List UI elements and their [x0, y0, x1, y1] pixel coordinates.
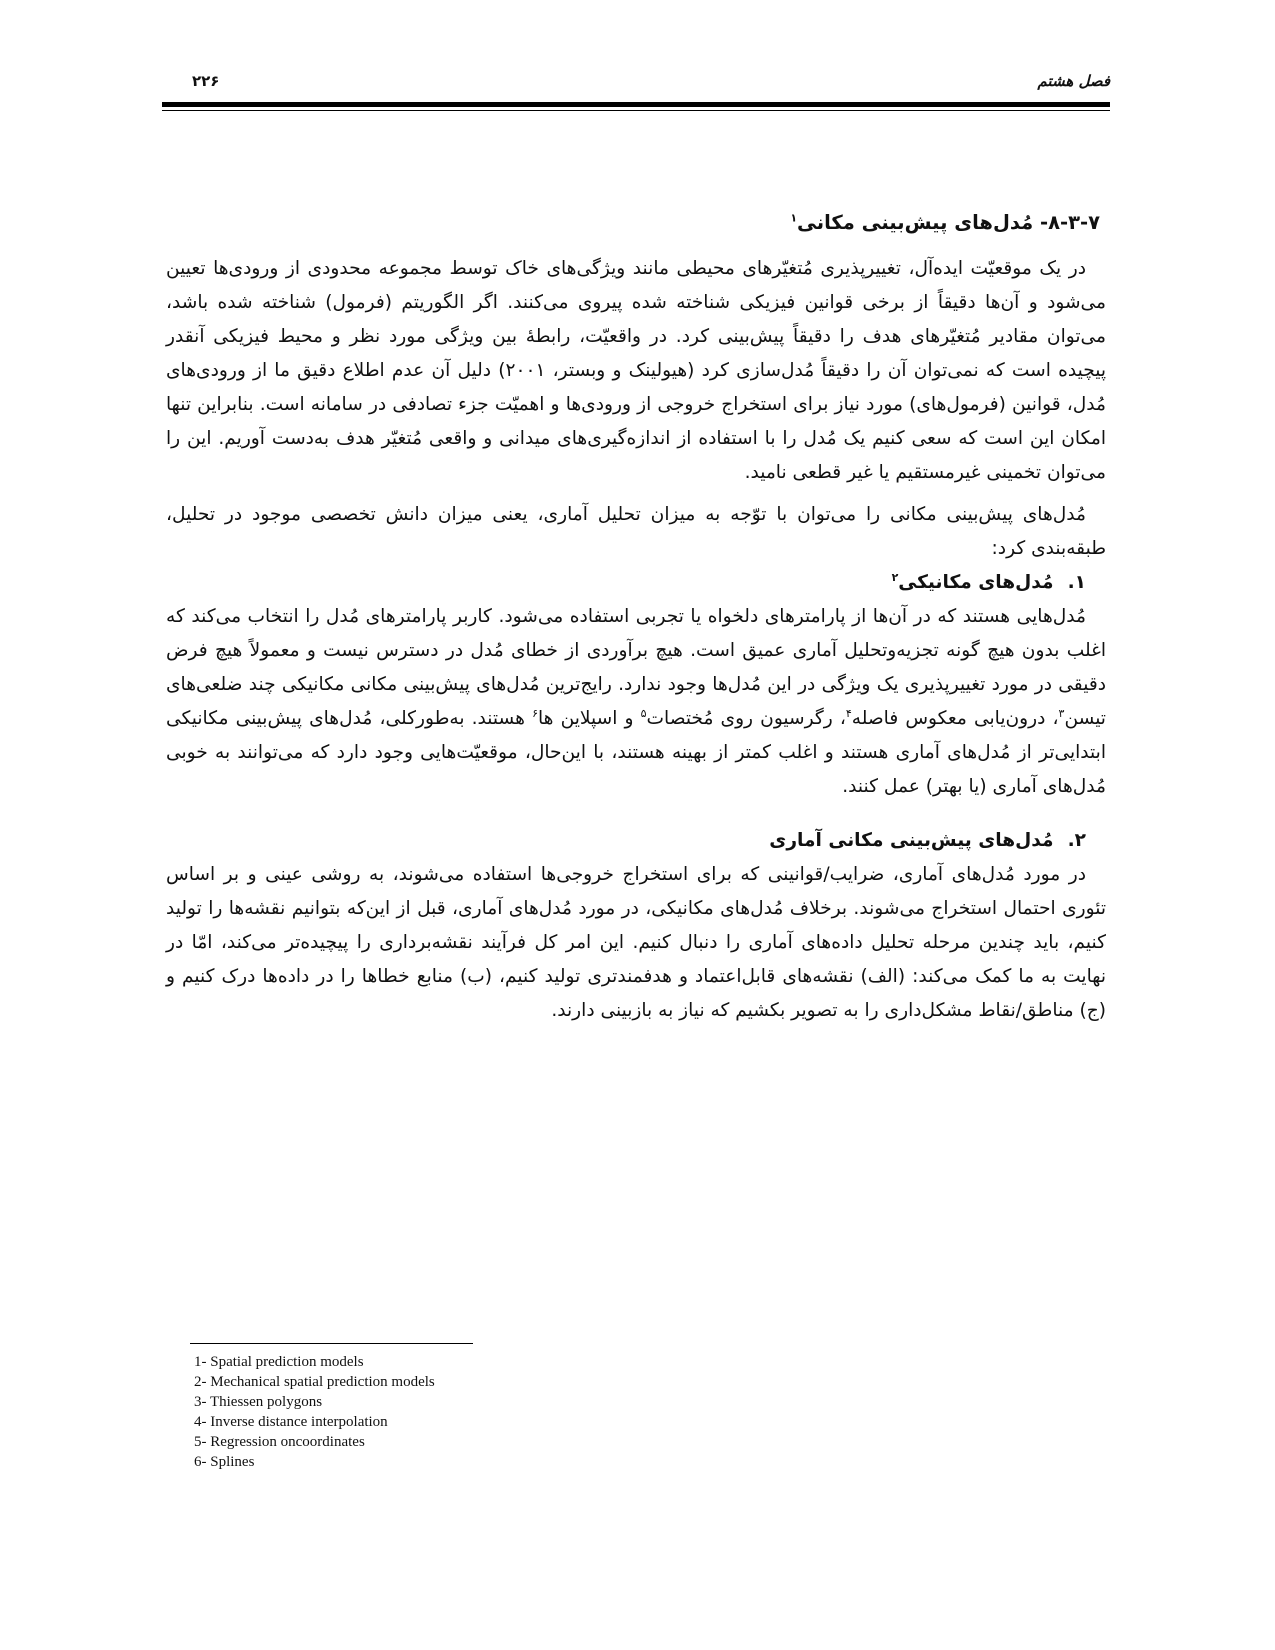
- paragraph: مُدل‌های پیش‌بینی مکانی را می‌توان با توّجه به میزان تحلیل آماری، یعنی میزان دانش تخصصی موجود در تحلیل، طبقه‌بندی کرد:: [166, 504, 1106, 559]
- section-title: ۸-۳-۷- مُدل‌های پیش‌بینی مکانی: [797, 211, 1100, 234]
- paragraph: در یک موقعیّت ایده‌آل، تغییرپذیری مُتغیّرهای محیطی مانند ویژگی‌های خاک توسط مجموعه محدودی از ورودی‌ها تعیین می‌شود و آن‌ها دقیقاً از برخی قوانین فیزیکی شناخته شده پیروی می‌کنند. اگر الگوریتم (فرمول) شناخته شده باشد، می‌توان مقادیر مُتغیّرهای هدف را دقیقاً پیش‌بینی کرد. در واقعیّت، رابطهٔ بین ویژگی مورد نظر و محیط فیزیکی آنقدر پیچیده است که نمی‌توان آن را دقیقاً مُدل‌سازی کرد (هیولینک و وبستر، ۲۰۰۱) دلیل آن عدم اطلاع دقیق ما از ورودی‌های مُدل، قوانین (فرمول‌های) مورد نیاز برای استخراج خروجی از ورودی‌ها و اهمیّت جزء تصادفی در سامانه است. بنابراین تنها امکان این است که سعی کنیم یک مُدل را با استفاده از اندازه‌گیری‌های میدانی و واقعی مُتغیّر هدف به‌دست آوریم. این را می‌توان تخمینی غیرمستقیم یا غیر قطعی نامید.: [166, 258, 1106, 483]
- chapter-title: فصل هشتم: [1037, 72, 1110, 90]
- page-number: ۲۲۶: [192, 72, 220, 90]
- list-item-title: مُدل‌های مکانیکی: [898, 572, 1054, 593]
- footnote: 3- Thiessen polygons: [194, 1394, 323, 1410]
- footnote-ref: ۲: [891, 570, 899, 584]
- text-run: ، رگرسیون روی مُختصات: [646, 708, 846, 729]
- list-number: ۲.: [1067, 830, 1086, 851]
- list-item-title: مُدل‌های پیش‌بینی مکانی آماری: [769, 830, 1054, 851]
- paragraph: در مورد مُدل‌های آماری، ضرایب/قوانینی که برای استخراج خروجی‌ها استفاده می‌شوند، به روشی عینی و بر اساس تئوری احتمال استخراج می‌شوند. برخلاف مُدل‌های مکانیکی، در مورد مُدل‌های آماری، قبل از این‌که بتوانیم نقشه‌ها را تولید کنیم، باید چندین مرحله تحلیل داده‌های آماری را دنبال کنیم. این امر کل فرآیند نقشه‌برداری را پیچیده‌تر می‌کند، امّا در نهایت به ما کمک می‌کند: (الف) نقشه‌های قابل‌اعتماد و هدفمندتری تولید کنیم، (ب) منابع خطاها را در داده‌ها درک کنیم و (ج) مناطق/نقاط مشکل‌داری را به تصویر بکشیم که نیاز به بازبینی دارند.: [166, 864, 1106, 1021]
- footnote: 5- Regression oncoordinates: [194, 1434, 365, 1450]
- footnotes: [194, 1352, 435, 1472]
- list-item-heading: [166, 566, 1106, 600]
- footnote-divider: [190, 1343, 473, 1344]
- text-run: هستند. به‌طورکلی، مُدل‌های پیش‌بینی مکانیکی ابتدایی‌تر از مُدل‌های آماری هستند و اغلب کمتر از بهینه هستند، با این‌حال، موقعیّت‌هایی وجود دارد که می‌توانند به خوبی مُدل‌های آماری (یا بهتر) عمل کنند.: [166, 708, 1106, 797]
- text-run: و اسپلاین ها: [537, 708, 641, 729]
- footnote-ref: ۴: [845, 706, 852, 720]
- list-item-heading: [166, 824, 1106, 858]
- page-header: [162, 66, 1110, 96]
- footnote-ref: ۶: [532, 706, 538, 720]
- footnote: 2- Mechanical spatial prediction models: [194, 1374, 435, 1390]
- text-run: مُدل‌هایی هستند که در آن‌ها از پارامترهای دلخواه یا تجربی استفاده می‌شود. کاربر پارامترهای مُدل را انتخاب می‌کند که اغلب بدون هیچ گونه تجزیه‌وتحلیل آماری عمیق است. هیچ برآوردی از خطای مُدل در دسترس نیست و معمولاً هیچ فرض دقیقی در مورد تغییرپذیری یک ویژگی در این مُدل‌ها وجود ندارد. رایج‌ترین مُدل‌های پیش‌بینی مکانی مکانیکی چند ضلعی‌های تیسن: [166, 606, 1106, 729]
- page-body: [166, 206, 1106, 1028]
- section-heading: [166, 206, 1106, 240]
- footnote: 6- Splines: [194, 1454, 255, 1470]
- header-rule-thick: [162, 102, 1110, 107]
- text-run: ، درون‌یابی معکوس فاصله: [851, 708, 1059, 729]
- paragraph: [166, 600, 1106, 804]
- footnote: 1- Spatial prediction models: [194, 1354, 364, 1370]
- footnote: 4- Inverse distance interpolation: [194, 1414, 388, 1430]
- footnote-ref: ۵: [640, 706, 647, 720]
- header-rule-thin: [162, 110, 1110, 111]
- list-number: ۱.: [1067, 572, 1086, 593]
- footnote-ref: ۱: [790, 211, 798, 225]
- footnote-ref: ۳: [1058, 706, 1065, 720]
